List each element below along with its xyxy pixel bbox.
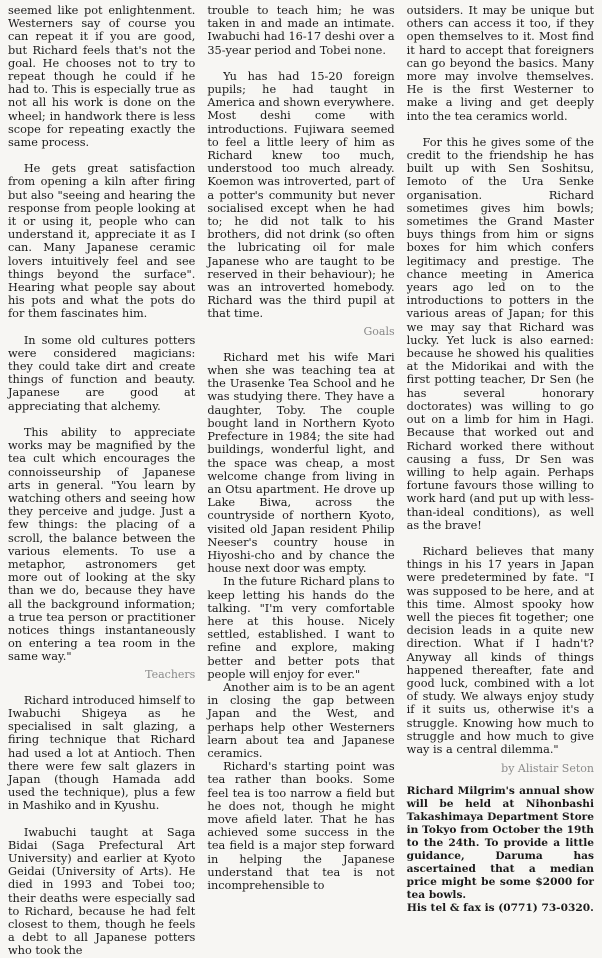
contact-phone: His tel & fax is (0771) 73-0320. (406, 902, 594, 915)
paragraph: seemed like pot enlightenment. Westerners say of course you can repeat it if you are good, but Richard feels that's not the goal. He chooses not to try to repeat though he could if he had to. This is especially true as not all his work is done on the wheel; in handwork there is less scope for repeating exactly the same process. (8, 4, 196, 150)
paragraph: This ability to appreciate works may be magnified by the tea cult which encourages the connoisseurship of Japanese arts in general. "You learn by watching others and seeing how they perceive and judge. Just a few things: the placing of a scroll, the balance between the various elements. To use a metaphor, astronomers get more out of looking at the sky than we do, because they have all the background information; a true tea person or practitioner notices things instantaneously on entering a tea room in the same way." (8, 425, 196, 664)
paragraph: He gets great satisfaction from opening a kiln after firing but also "seeing and hearing the response from people looking at it or using it, people who can understand it, appreciate it as I can. Many Japanese ceramic lovers intuitively feel and see things beyond the surface". Hearing what people say about his pots and what the pots do for them fascinates him. (8, 162, 196, 321)
column-2 (207, 4, 395, 892)
paragraph: For this he gives some of the credit to the friendship he has built up with Sen Soshitsu, Iemoto of the Ura Senke organisation. Richard sometimes gives him bowls; sometimes the Grand Master buys things from him or signs boxes for him which confers legitimacy and prestige. The chance meeting in America years ago led on to the introductions to potters in the various areas of Japan; for this we may say that Richard was lucky. Yet luck is also earned: because he showed his qualities at the Midorikai and with the first potting teacher, Dr Sen (he has several honorary doctorates) was willing to go out on a limb for him in Hagi. Because that worked out and Richard worked there without causing a fuss, Dr Sen was willing to help again. Perhaps fortune favours those willing to work hard (and put up with less-than-ideal conditions), as well as the brave! (406, 135, 594, 532)
exhibition-notice (407, 785, 594, 915)
author-byline: by Alistair Seton (501, 762, 594, 776)
paragraph: Richard's starting point was tea rather than books. Some feel tea is too narrow a field but he does not, though he might move afield later. That he has achieved some success in the tea field is a major step forward in helping the Japanese understand that tea is not incomprehensible to (207, 760, 395, 892)
article-columns (8, 4, 594, 958)
column-3 (406, 4, 594, 915)
paragraph: Iwabuchi taught at Saga Bidai (Saga Prefectural Art University) and earlier at Kyoto Geidai (University of Arts). He died in 1993 and Tobei too; their deaths were especially sad to Richard, because he had felt closest to them, though he feels a debt to all Japanese potters who took the (8, 825, 196, 958)
section-heading: Teachers (145, 667, 196, 681)
paragraph: Yu has had 15-20 foreign pupils; he had taught in America and shown everywhere. Most deshi come with introductions. Fujiwara seemed to feel a little leery of him as Richard knew too much, understood too much already. Koemon was introverted, part of a potter's community but never socialised except when he had to; he did not talk to his brothers, did not drink (so often the lubricating oil for male Japanese who are taught to be reserved in their behaviour); he was an introverted homebody. Richard was the third pupil at that time. (207, 69, 395, 321)
section-heading: Goals (363, 324, 395, 338)
paragraph: Another aim is to be an agent in closing the gap between Japan and the West, and perhaps help other Westerners learn about tea and Japanese ceramics. (207, 680, 395, 760)
paragraph: Richard met his wife Mari when she was teaching tea at the Urasenke Tea School and he was studying there. They have a daughter, Toby. The couple bought land in Northern Kyoto Prefecture in 1984; the site had buildings, wonderful light, and the space was cheap, a most welcome change from living in an Otsu apartment. He drove up Lake Biwa, across the countryside of northern Kyoto, visited old Japan resident Philip Neeser's country house in Hiyoshi-cho and by chance the house next door was empty. (207, 350, 395, 576)
paragraph: In the future Richard plans to keep letting his hands do the talking. "I'm very comfortable here at this house. Nicely settled, established. I want to refine and explore, making better and better pots that people will enjoy for ever." (207, 575, 395, 681)
paragraph: outsiders. It may be unique but others can access it too, if they open themselves to it. Most find it hard to accept that foreigners can go beyond the basics. Many more may involve themselves. He is the first Westerner to make a living and get deeply into the tea ceramics world. (406, 4, 594, 123)
paragraph: In some old cultures potters were considered magicians: they could take dirt and create things of function and beauty. Japanese are good at appreciating that alchemy. (8, 333, 196, 413)
paragraph: Richard believes that many things in his 17 years in Japan were predetermined by fate. "I was supposed to be here, and at this time. Almost spooky how well the pieces fit together; one decision leads in a quite new direction. What if I hadn't? Anyway all kinds of things happened thereafter, fate and good luck, combined with a lot of study. We always enjoy study if it suits us, otherwise it's a struggle. Knowing how much to struggle and how much to give way is a central dilemma." (406, 544, 594, 756)
notice-text: Richard Milgrim's annual show will be held at Nihonbashi Takashimaya Department Store in Tokyo from October the 19th to the 24th. To provide a little guidance, Daruma has ascertained that a median price might be some $2000 for tea bowls. (406, 785, 594, 902)
paragraph: Richard introduced himself to Iwabuchi Shigeya as he specialised in salt glazing, a firing technique that Richard had used a lot at Antioch. Then there were few salt glazers in Japan (though Hamada add used the technique), plus a few in Mashiko and in Kyushu. (8, 693, 196, 813)
paragraph: trouble to teach him; he was taken in and made an intimate. Iwabuchi had 16-17 deshi over a 35-year period and Tobei none. (207, 4, 395, 57)
column-1 (8, 4, 196, 958)
